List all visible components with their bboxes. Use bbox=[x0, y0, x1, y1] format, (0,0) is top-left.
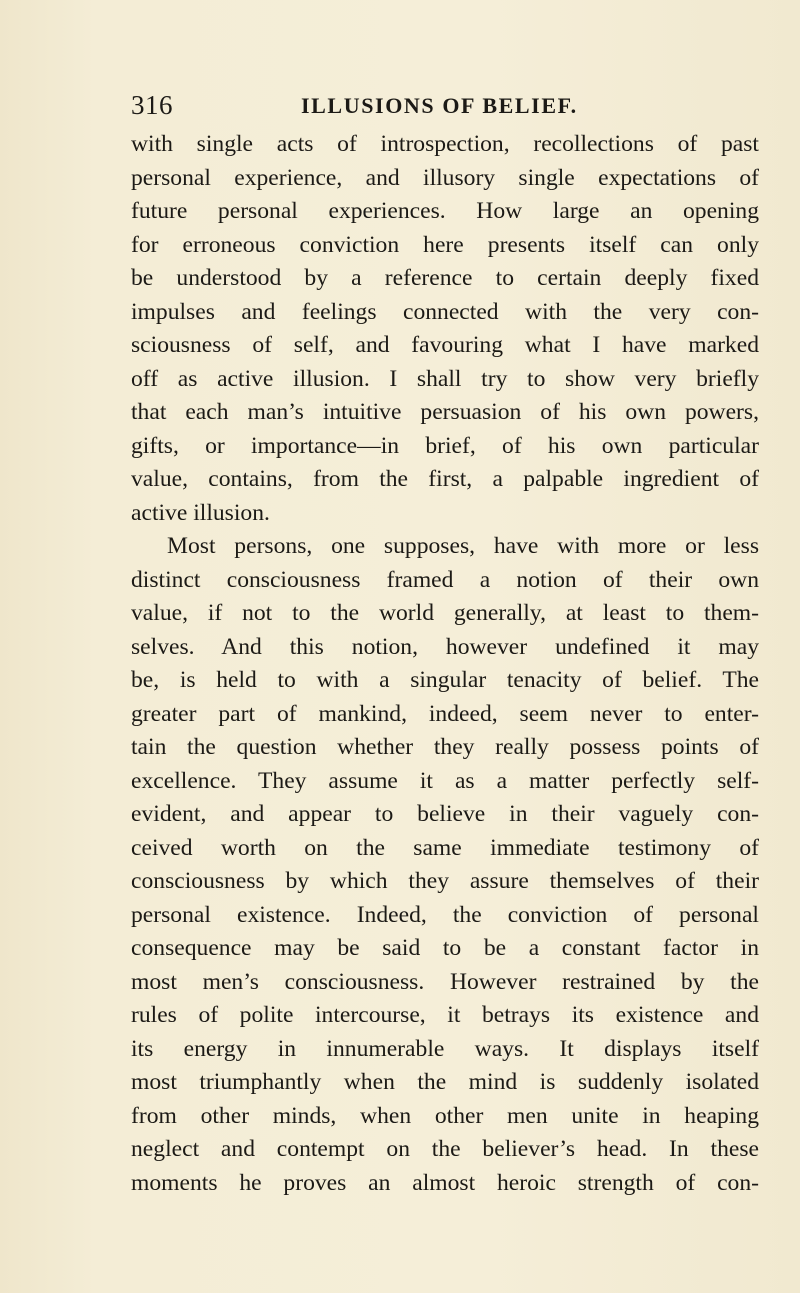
text-line: gifts, or importance—in brief, of his own particular bbox=[131, 432, 759, 459]
text-line: sciousness of self, and favouring what I have marked bbox=[131, 332, 759, 358]
text-line: tain the question whether they really possess points of bbox=[131, 734, 759, 760]
text-line: consciousness by which they assure themselves of their bbox=[131, 868, 759, 894]
text-line: rules of polite intercourse, it betrays its existence and bbox=[131, 1002, 759, 1028]
text-line: neglect and contempt on the believer’s head. In these bbox=[131, 1136, 759, 1162]
text-line: value, contains, from the first, a palpable ingredient of bbox=[131, 466, 759, 492]
text-line: from other minds, when other men unite in heaping bbox=[131, 1102, 759, 1129]
text-line: be understood by a reference to certain deeply fixed bbox=[131, 265, 759, 291]
text-line: be, is held to with a singular tenacity of belief. The bbox=[131, 667, 759, 693]
text-line: selves. And this notion, however undefined it may bbox=[131, 633, 759, 660]
text-line: excellence. They assume it as a matter perfectly self- bbox=[131, 767, 759, 794]
text-line: Most persons, one supposes, have with more or less bbox=[167, 533, 759, 559]
text-line: evident, and appear to believe in their vaguely con- bbox=[131, 801, 759, 827]
text-line: with single acts of introspection, recollections of past bbox=[131, 131, 759, 157]
text-line: value, if not to the world generally, at least to them- bbox=[131, 600, 759, 626]
text-line: off as active illusion. I shall try to show very briefly bbox=[131, 365, 759, 392]
text-line: consequence may be said to be a constant factor in bbox=[131, 935, 759, 961]
text-line: personal existence. Indeed, the conviction of personal bbox=[131, 901, 759, 928]
text-line: moments he proves an almost heroic strength of con- bbox=[131, 1169, 759, 1196]
text-line: most triumphantly when the mind is suddenly isolated bbox=[131, 1069, 759, 1095]
paragraph bbox=[131, 128, 759, 530]
text-line: impulses and feelings connected with the very con- bbox=[131, 298, 759, 325]
paragraph bbox=[131, 530, 759, 1200]
running-head bbox=[131, 88, 756, 122]
page-number: 316 bbox=[131, 90, 173, 120]
text-line: personal experience, and illusory single expectations of bbox=[131, 164, 759, 191]
running-title: ILLUSIONS OF BELIEF. bbox=[301, 93, 578, 118]
text-line: greater part of mankind, indeed, seem never to enter- bbox=[131, 700, 759, 727]
body-text bbox=[131, 128, 759, 1200]
text-line: ceived worth on the same immediate testimony of bbox=[131, 834, 759, 861]
text-line: distinct consciousness framed a notion of their own bbox=[131, 566, 759, 593]
text-line: for erroneous conviction here presents itself can only bbox=[131, 231, 759, 258]
text-line: future personal experiences. How large an opening bbox=[131, 198, 759, 224]
text-line: most men’s consciousness. However restrained by the bbox=[131, 968, 759, 995]
text-line: active illusion. bbox=[131, 499, 270, 526]
text-line: its energy in innumerable ways. It displays itself bbox=[131, 1035, 759, 1062]
text-line: that each man’s intuitive persuasion of his own powers, bbox=[131, 399, 759, 425]
